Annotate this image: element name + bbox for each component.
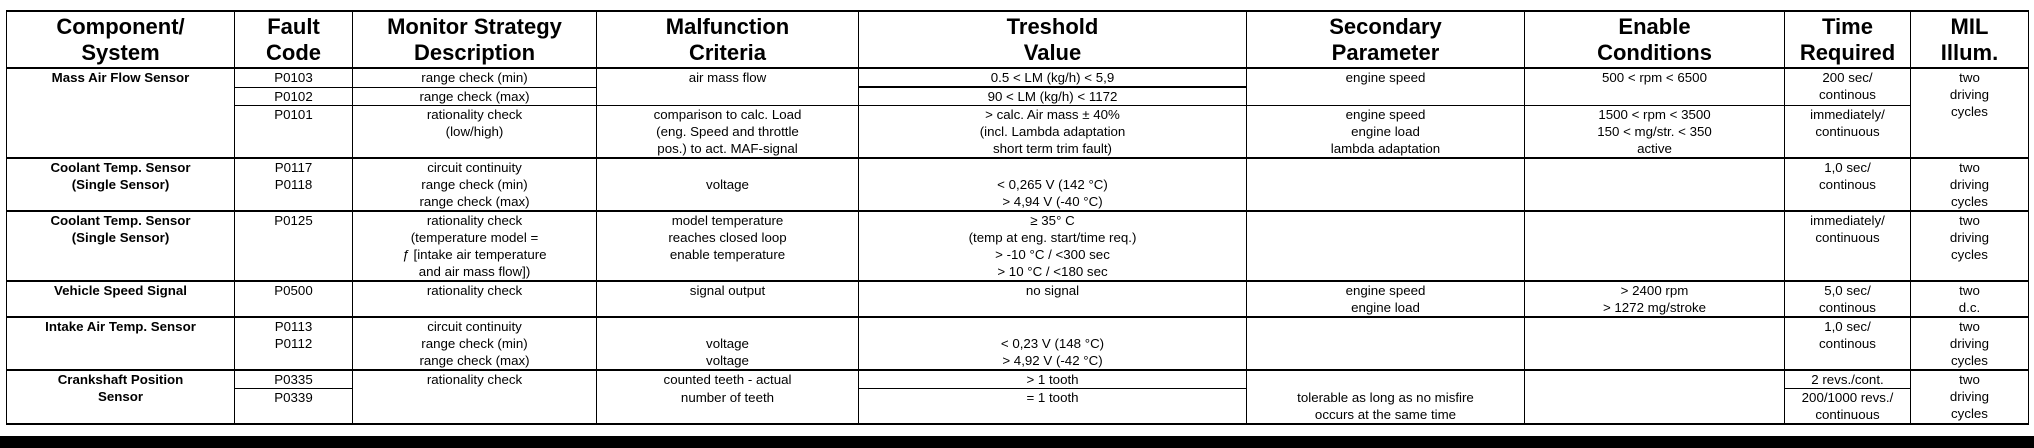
- enable-cell: 500 < rpm < 6500: [1525, 68, 1785, 106]
- header-threshold: Treshold Value: [859, 11, 1247, 68]
- criteria-cell: voltage voltage: [597, 317, 859, 370]
- table-row: [7, 68, 2029, 87]
- threshold-cell: > 1 tooth: [859, 370, 1247, 389]
- secondary-cell: [1247, 211, 1525, 281]
- threshold-cell: 0.5 < LM (kg/h) < 5,9: [859, 68, 1247, 87]
- header-mil: MIL Illum.: [1911, 11, 2029, 68]
- table-row: [7, 106, 2029, 159]
- table-row: [7, 211, 2029, 281]
- component-cell: Coolant Temp. Sensor (Single Sensor): [7, 158, 235, 211]
- bottom-border-bar: [0, 436, 2034, 448]
- time-cell: immediately/ continuous: [1785, 211, 1911, 281]
- strategy-cell: range check (min): [353, 68, 597, 87]
- header-fault-code: Fault Code: [235, 11, 353, 68]
- time-cell: 200/1000 revs./ continuous: [1785, 389, 1911, 425]
- header-row: [7, 11, 2029, 68]
- header-strategy: Monitor Strategy Description: [353, 11, 597, 68]
- secondary-cell: [1247, 317, 1525, 370]
- strategy-cell: rationality check (low/high): [353, 106, 597, 159]
- fault-code: P0117 P0118: [235, 158, 353, 211]
- criteria-cell: model temperature reaches closed loop enable temperature: [597, 211, 859, 281]
- table-row: [7, 370, 2029, 389]
- strategy-cell: rationality check (temperature model = ƒ [intake air temperature and air mass flow]): [353, 211, 597, 281]
- table-row: [7, 317, 2029, 370]
- time-cell: 200 sec/ continous: [1785, 68, 1911, 106]
- header-component: Component/ System: [7, 11, 235, 68]
- criteria-cell: comparison to calc. Load (eng. Speed and throttle pos.) to act. MAF-signal: [597, 106, 859, 159]
- secondary-cell: engine speed: [1247, 68, 1525, 106]
- enable-cell: [1525, 211, 1785, 281]
- header-secondary: Secondary Parameter: [1247, 11, 1525, 68]
- header-enable: Enable Conditions: [1525, 11, 1785, 68]
- table-row: [7, 158, 2029, 211]
- threshold-cell: < 0,265 V (142 °C) > 4,94 V (-40 °C): [859, 158, 1247, 211]
- fault-code: P0103: [235, 68, 353, 87]
- enable-cell: [1525, 317, 1785, 370]
- mil-cell: two d.c.: [1911, 281, 2029, 317]
- fault-code: P0102: [235, 87, 353, 106]
- fault-code: P0125: [235, 211, 353, 281]
- time-cell: 1,0 sec/ continous: [1785, 158, 1911, 211]
- threshold-cell: ≥ 35° C (temp at eng. start/time req.) > -10 °C / <300 sec > 10 °C / <180 sec: [859, 211, 1247, 281]
- mil-cell: two driving cycles: [1911, 211, 2029, 281]
- enable-cell: [1525, 389, 1785, 425]
- threshold-cell: 90 < LM (kg/h) < 1172: [859, 87, 1247, 106]
- component-cell: Coolant Temp. Sensor (Single Sensor): [7, 211, 235, 281]
- strategy-cell: range check (max): [353, 87, 597, 106]
- criteria-cell: number of teeth: [597, 389, 859, 425]
- component-cell: Mass Air Flow Sensor: [7, 68, 235, 158]
- table-row: [7, 281, 2029, 317]
- threshold-cell: = 1 tooth: [859, 389, 1247, 425]
- component-cell: Vehicle Speed Signal: [7, 281, 235, 317]
- fault-code: P0500: [235, 281, 353, 317]
- enable-cell: [1525, 370, 1785, 389]
- secondary-cell: [1247, 158, 1525, 211]
- time-cell: 2 revs./cont.: [1785, 370, 1911, 389]
- table-row: [7, 389, 2029, 425]
- mil-cell: two driving cycles: [1911, 158, 2029, 211]
- strategy-cell: circuit continuity range check (min) range check (max): [353, 317, 597, 370]
- fault-code: P0339: [235, 389, 353, 425]
- obd-diagnostic-table: [6, 10, 2029, 425]
- enable-cell: > 2400 rpm > 1272 mg/stroke: [1525, 281, 1785, 317]
- fault-code: P0335: [235, 370, 353, 389]
- header-criteria: Malfunction Criteria: [597, 11, 859, 68]
- secondary-cell: [1247, 370, 1525, 389]
- time-cell: 1,0 sec/ continous: [1785, 317, 1911, 370]
- secondary-cell: tolerable as long as no misfire occurs at the same time: [1247, 389, 1525, 425]
- time-cell: immediately/ continuous: [1785, 106, 1911, 159]
- strategy-cell: rationality check: [353, 370, 597, 424]
- threshold-cell: < 0,23 V (148 °C) > 4,92 V (-42 °C): [859, 317, 1247, 370]
- criteria-cell: signal output: [597, 281, 859, 317]
- strategy-cell: circuit continuity range check (min) range check (max): [353, 158, 597, 211]
- fault-code: P0101: [235, 106, 353, 159]
- secondary-cell: engine speed engine load lambda adaptation: [1247, 106, 1525, 159]
- component-cell: Intake Air Temp. Sensor: [7, 317, 235, 370]
- threshold-cell: > calc. Air mass ± 40% (incl. Lambda adaptation short term trim fault): [859, 106, 1247, 159]
- mil-cell: two driving cycles: [1911, 68, 2029, 158]
- enable-cell: [1525, 158, 1785, 211]
- enable-cell: 1500 < rpm < 3500 150 < mg/str. < 350 active: [1525, 106, 1785, 159]
- mil-cell: two driving cycles: [1911, 317, 2029, 370]
- criteria-cell: counted teeth - actual: [597, 370, 859, 389]
- component-cell: Crankshaft Position Sensor: [7, 370, 235, 424]
- criteria-cell: air mass flow: [597, 68, 859, 106]
- header-time: Time Required: [1785, 11, 1911, 68]
- criteria-cell: voltage: [597, 158, 859, 211]
- fault-code: P0113 P0112: [235, 317, 353, 370]
- time-cell: 5,0 sec/ continous: [1785, 281, 1911, 317]
- strategy-cell: rationality check: [353, 281, 597, 317]
- mil-cell: two driving cycles: [1911, 370, 2029, 424]
- threshold-cell: no signal: [859, 281, 1247, 317]
- secondary-cell: engine speed engine load: [1247, 281, 1525, 317]
